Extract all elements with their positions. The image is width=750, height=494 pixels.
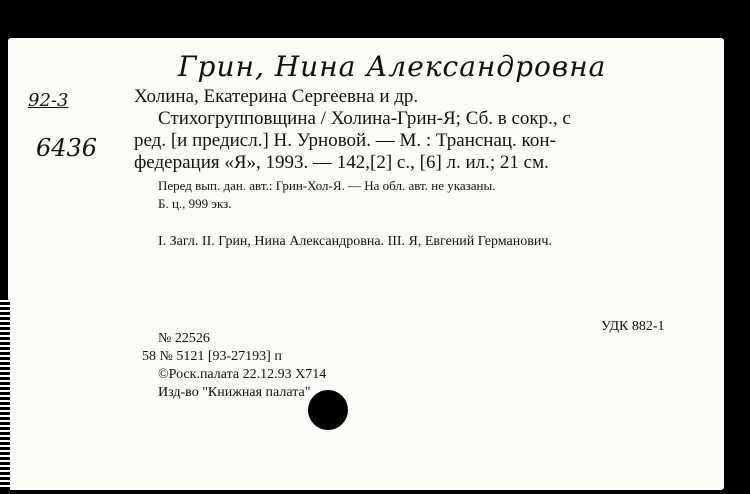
publisher-line: Изд-во "Книжная палата" — [158, 385, 311, 400]
note-line-2: Б. ц., 999 экз. — [158, 196, 232, 211]
entry-line-2: Стихогрупповщина / Холина-Грин-Я; Сб. в сокр., с — [158, 108, 571, 129]
tracing-line: I. Загл. II. Грин, Нина Александровна. III. Я, Евгений Германович. — [158, 234, 552, 249]
entry-line-4: федерация «Я», 1993. — 142,[2] с., [6] л. ил.; 21 см. — [134, 152, 549, 173]
entry-line-3: ред. [и предисл.] Н. Урновой. — М. : Транснац. кон- — [134, 130, 556, 151]
call-number-top: 92-3 — [28, 90, 69, 111]
handwritten-heading: Грин, Нина Александровна — [178, 50, 607, 83]
chamber-line: ©Роск.палата 22.12.93 Х714 — [158, 367, 327, 382]
entry-line-1: Холина, Екатерина Сергеевна и др. — [134, 86, 419, 107]
number-line-2: 58 № 5121 [93-27193] п — [142, 349, 282, 364]
ink-stain — [308, 390, 348, 430]
note-line-1: Перед вып. дан. авт.: Грин-Хол-Я. — На обл. авт. не указаны. — [158, 178, 496, 193]
scan-edge-marks — [0, 300, 10, 490]
catalog-card — [8, 38, 724, 490]
call-number-bottom: 6436 — [36, 134, 98, 162]
udk-code: УДК 882-1 — [601, 319, 665, 334]
number-line-1: № 22526 — [158, 331, 210, 346]
